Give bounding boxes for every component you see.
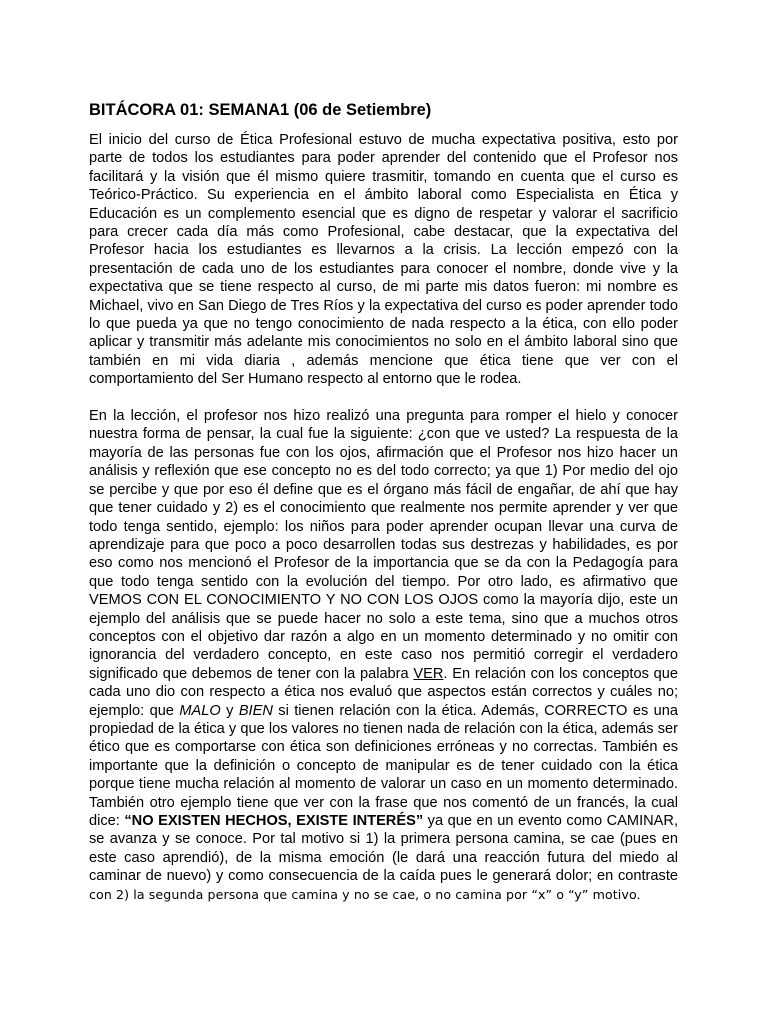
paragraph-2-text: y <box>220 702 239 719</box>
paragraph-2-text: En la lección, el profesor nos hizo realizó una pregunta para romper el hielo y conocer nuestra forma de pensar, la cual fue la siguiente: ¿con que ve usted? La respuesta de la mayoría de las personas fue con los ojos, afirmación que el Profesor nos hizo hacer un análisis y reflexión que ese concepto no es del todo correcto; ya que 1) Por medio del ojo se percibe y que por eso él define que es el órgano más fácil de engañar, de ahí que hay que tener cuidado y 2) es el conocimiento que realmente nos permite aprender y ver que todo tenga sentido, ejemplo: los niños para poder aprender ocupan llevar una curva de aprendizaje para que poco a poco desarrollen todas sus destrezas y habilidades, es por eso como nos mencionó el Profesor de la importancia que se da con la Pedagogía para que todo tenga sentido con la evolución del tiempo. Por otro lado, es afirmativo que VEMOS CON EL CONOCIMIENTO Y NO CON LOS OJOS como la mayoría dijo, este un ejemplo del análisis que se puede hacer no solo a este tema, sino que a muchos otros conceptos con el objetivo dar razón a algo en un momento determinado y no omitir con ignorancia del verdadero concepto, en este caso nos permitió corregir el verdadero significado que debemos de tener con la palabra <box>89 408 678 682</box>
paragraph-1: El inicio del curso de Ética Profesional estuvo de mucha expectativa positiva, esto por parte de todos los estudiantes para poder aprender del contenido que el Profesor nos facilitará y la visión que él mismo quiere trasmitir, tomando en cuenta que el curso es Teórico-Práctico. Su experiencia en el ámbito laboral como Especialista en Ética y Educación es un complemento esencial que es digno de respetar y valorar el sacrificio para crecer cada día más como Profesional, cabe destacar, que la expectativa del Profesor hacia los estudiantes es llevarnos a la crisis. La lección empezó con la presentación de cada uno de los estudiantes para conocer el nombre, donde vive y la expectativa que se tiene respecto al curso, de mi parte mis datos fueron: mi nombre es Michael, vivo en San Diego de Tres Ríos y la expectativa del curso es poder aprender todo lo que pueda ya que no tengo conocimiento de nada respecto a la ética, con ello poder aplicar y transmitir más adelante mis conocimientos no solo en el ámbito laboral sino que también en mi vida diaria , además mencione que ética tiene que ver con el comportamiento del Ser Humano respecto al entorno que le rodea. <box>89 132 678 388</box>
italic-word-malo: MALO <box>179 702 221 719</box>
underlined-word-ver: VER <box>413 665 444 682</box>
paragraph-2-text: ya que en un evento como CAMINAR, se avanza y se conoce. Por tal motivo si 1) la primera persona camina, se cae (pues en este caso aprendió), de la misma emoción (le dará una reacción futura del miedo al caminar de nuevo) y como consecuencia de la caída pues le generará dolor; en contraste <box>89 813 678 885</box>
paragraph-2-last-line: con 2) la segunda persona que camina y no se cae, o no camina por “x” o “y” motivo. <box>89 886 641 902</box>
paragraph-2 <box>89 407 678 904</box>
paragraph-2-text: . En relación con los conceptos que cada uno dio con respecto a ética nos evaluó que aspectos están correctos y cuáles no; ejemplo: que <box>89 665 678 719</box>
paragraph-2-text: si tienen relación con la ética. Además, CORRECTO es una propiedad de la ética y que los valores no tienen nada de relación con la ética, además ser ético que es comportarse con ética son definiciones erróneas y no correctas. También es importante que la definición o concepto de manipular es de tener cuidado con la ética porque tiene mucha relación al momento de valorar un caso en un momento determinado. También otro ejemplo tiene que ver con la frase que nos comentó de un francés, la cual dice: <box>89 702 678 830</box>
document-title: BITÁCORA 01: SEMANA1 (06 de Setiembre) <box>89 101 432 119</box>
italic-word-bien: BIEN <box>238 702 273 719</box>
bold-quote: “NO EXISTEN HECHOS, EXISTE INTERÉS” <box>124 813 424 830</box>
